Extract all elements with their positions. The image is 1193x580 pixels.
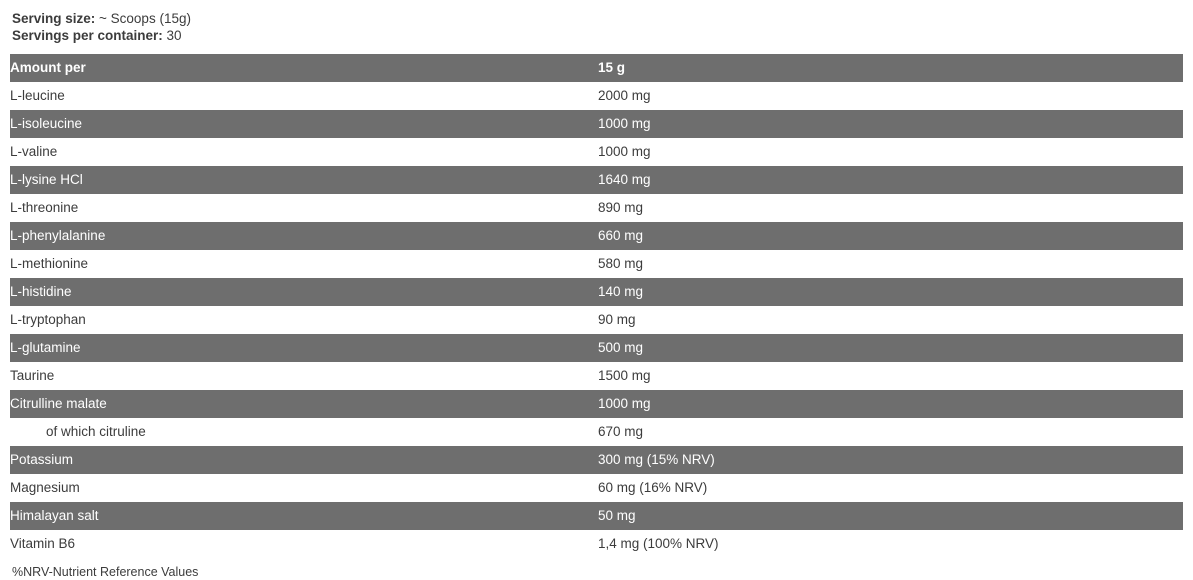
row-nutrient-amount: 660 mg [598,228,644,243]
table-row [10,502,1183,530]
table-row [10,222,1183,250]
row-nutrient-name: L-threonine [10,200,79,215]
servings-per-container-label: Servings per container: [12,28,163,43]
row-nutrient-amount: 580 mg [598,256,644,271]
row-nutrient-name: of which citruline [46,424,146,439]
row-nutrient-name: L-lysine HCl [10,172,83,187]
row-nutrient-amount: 300 mg (15% NRV) [598,452,715,467]
table-row [10,334,1183,362]
servings-per-container-line [12,27,1183,44]
row-nutrient-name: L-phenylalanine [10,228,106,243]
row-nutrient-amount: 1,4 mg (100% NRV) [598,536,719,551]
row-nutrient-amount: 890 mg [598,200,644,215]
table-row [10,446,1183,474]
table-row [10,278,1183,306]
row-nutrient-name: L-glutamine [10,340,81,355]
row-nutrient-name: Taurine [10,368,55,383]
row-nutrient-name: L-leucine [10,88,65,103]
row-nutrient-name: Citrulline malate [10,396,107,411]
nrv-footnote: %NRV-Nutrient Reference Values [12,565,199,579]
table-row [10,362,1183,390]
row-nutrient-amount: 1000 mg [598,116,651,131]
row-nutrient-amount: 90 mg [598,312,636,327]
table-row [10,110,1183,138]
row-nutrient-name: Potassium [10,452,74,467]
table-row [10,138,1183,166]
row-nutrient-name: L-valine [10,144,58,159]
row-nutrient-amount: 1000 mg [598,144,651,159]
table-row [10,418,1183,446]
header-cell-name: Amount per [10,60,86,75]
serving-size-value: ~ Scoops (15g) [95,11,191,26]
table-row [10,306,1183,334]
table-row [10,194,1183,222]
row-nutrient-name: L-tryptophan [10,312,86,327]
table-row [10,82,1183,110]
row-nutrient-amount: 1500 mg [598,368,651,383]
row-nutrient-amount: 2000 mg [598,88,651,103]
row-nutrient-amount: 60 mg (16% NRV) [598,480,708,495]
row-nutrient-amount: 1640 mg [598,172,651,187]
serving-size-line [12,10,1183,27]
nutrition-table [10,54,1183,558]
serving-size-label: Serving size: [12,11,96,26]
table-header-row [10,54,1183,82]
row-nutrient-name: Vitamin B6 [10,536,76,551]
header-cell-value: 15 g [598,60,626,75]
row-nutrient-name: Magnesium [10,480,80,495]
table-row [10,474,1183,502]
row-nutrient-amount: 500 mg [598,340,644,355]
serving-info [12,10,1183,44]
row-nutrient-amount: 140 mg [598,284,644,299]
table-row [10,390,1183,418]
table-row [10,530,1183,558]
row-nutrient-name: L-histidine [10,284,72,299]
row-nutrient-amount: 670 mg [598,424,644,439]
servings-per-container-value: 30 [162,28,182,43]
row-nutrient-amount: 50 mg [598,508,636,523]
nutrition-table-body [10,54,1183,558]
table-row [10,166,1183,194]
row-nutrient-name: L-isoleucine [10,116,83,131]
row-nutrient-name: L-methionine [10,256,89,271]
row-nutrient-name: Himalayan salt [10,508,99,523]
row-nutrient-amount: 1000 mg [598,396,651,411]
table-row [10,250,1183,278]
